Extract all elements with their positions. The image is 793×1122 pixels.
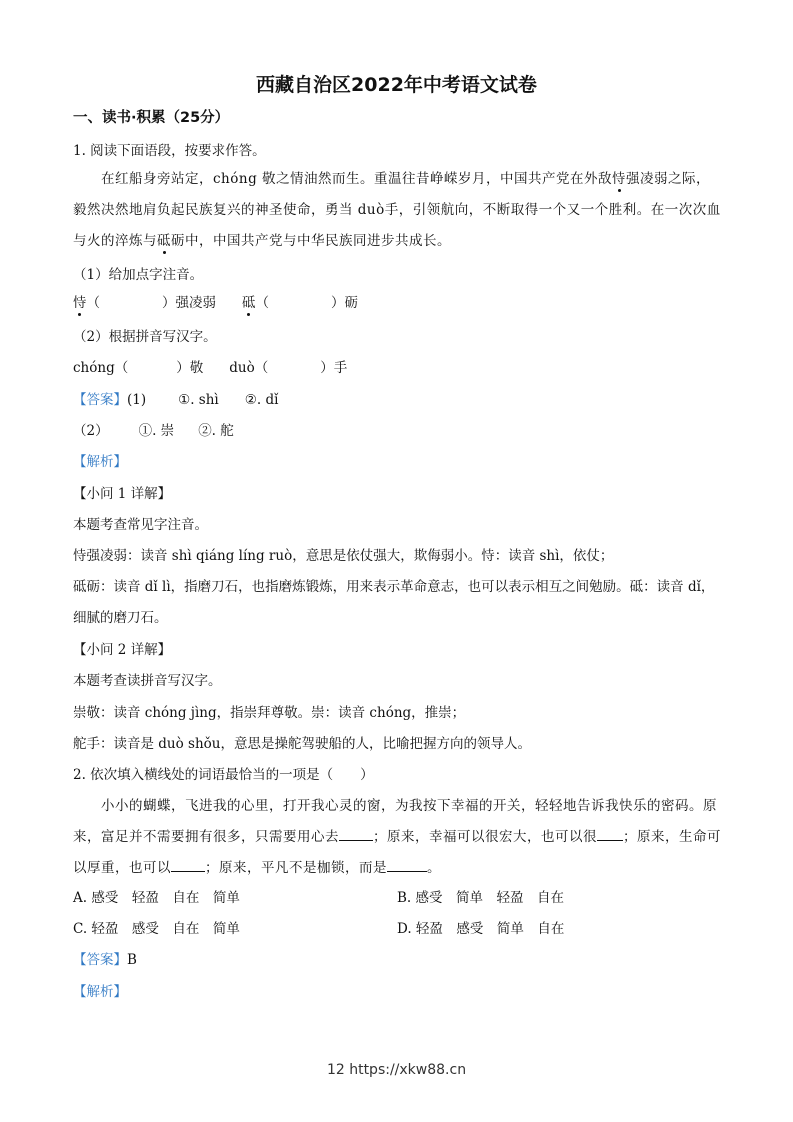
- q2-option-a[interactable]: A. 感受 轻盈 自在 简单: [73, 890, 240, 906]
- page-footer: 12 https://xkw88.cn: [326, 1062, 467, 1078]
- q1-detail2-heading: 【小问 2 详解】: [73, 642, 172, 658]
- q1-sub2-line: chóng（ ）敬 duò（ ）手: [73, 360, 348, 376]
- page-title: 西藏自治区2022年中考语文试卷: [256, 74, 537, 96]
- q1-answer: 【答案】(1) ①. shì ②. dǐ: [73, 392, 279, 408]
- q1-sub2: （2）根据拼音写汉字。: [73, 329, 217, 345]
- q1-answer-2: （2） ①. 崇 ②. 舵: [73, 423, 234, 439]
- q1-detail1-heading: 【小问 1 详解】: [73, 486, 172, 502]
- dotted-char-shi: 恃: [612, 171, 627, 187]
- q1-detail2-intro: 本题考查读拼音写汉字。: [73, 673, 222, 689]
- q2-option-c[interactable]: C. 轻盈 感受 自在 简单: [73, 921, 240, 937]
- q2-answer: 【答案】B: [73, 952, 137, 968]
- dotted-char-di-2: 砥: [242, 295, 256, 311]
- dotted-char-shi-2: 恃: [73, 295, 87, 311]
- dotted-char-di: 砥: [157, 233, 171, 249]
- q1-detail2-line1: 崇敬：读音 chóng jìng，指崇拜尊敬。崇：读音 chóng，推崇；: [73, 705, 466, 721]
- fill-blank-4[interactable]: [387, 857, 427, 872]
- q1-detail1-line1: 恃强凌弱：读音 shì qiáng líng ruò，意思是依仗强大，欺侮弱小。恃：读音 shì，依仗；: [73, 548, 614, 564]
- fill-blank-2[interactable]: [597, 826, 623, 841]
- q1-sub1-line: 恃（ ）强凌弱 砥（ ）砺: [73, 295, 358, 311]
- q1-sub1: （1）给加点字注音。: [73, 267, 204, 283]
- q1-detail2-line2: 舵手：读音是 duò shǒu，意思是操舵驾驶船的人，比喻把握方向的领导人。: [73, 736, 531, 752]
- q1-passage: 在红船身旁站定，chóng 敬之情油然而生。重温往昔峥嵘岁月，中国共产党在外敌恃强凌弱之际，毅然决然地肩负起民族复兴的神圣使命，勇当 duò手，引领航向，不断取得一个又一个胜利。在一次次血与火的淬炼与砥砺中，中国共产党与中华民族同进步共成长。: [73, 171, 721, 249]
- fill-blank-1[interactable]: [339, 826, 373, 841]
- q1-detail1-intro: 本题考查常见字注音。: [73, 517, 208, 533]
- q1-detail1-line2: 砥砺：读音 dǐ lì，指磨刀石，也指磨炼锻炼，用来表示革命意志，也可以表示相互之间勉励。砥：读音 dǐ，: [73, 579, 715, 595]
- q2-stem: 2. 依次填入横线处的词语最恰当的一项是（ ）: [73, 767, 374, 783]
- answer-label-2: 【答案】: [73, 952, 127, 968]
- q2-passage: 小小的蝴蝶，飞进我的心里，打开我心灵的窗，为我按下幸福的开关，轻轻地告诉我快乐的密码。原来，富足并不需要拥有很多，只需要用心去 ；原来，幸福可以很宏大，也可以很 ；原来，生命可以厚重，也可以 ；原来，平凡不是枷锁，而是 。: [73, 798, 721, 876]
- q2-option-d[interactable]: D. 轻盈 感受 简单 自在: [397, 921, 565, 937]
- q2-analysis-label: 【解析】: [73, 984, 127, 1000]
- q1-analysis-label: 【解析】: [73, 454, 127, 470]
- q1-stem: 1. 阅读下面语段，按要求作答。: [73, 143, 266, 159]
- answer-label: 【答案】: [73, 392, 127, 408]
- q1-detail1-line3: 细腻的磨刀石。: [73, 610, 168, 626]
- section-heading-1: 一、读书·积累（25分）: [73, 110, 230, 126]
- q2-option-b[interactable]: B. 感受 简单 轻盈 自在: [397, 890, 565, 906]
- fill-blank-3[interactable]: [171, 857, 205, 872]
